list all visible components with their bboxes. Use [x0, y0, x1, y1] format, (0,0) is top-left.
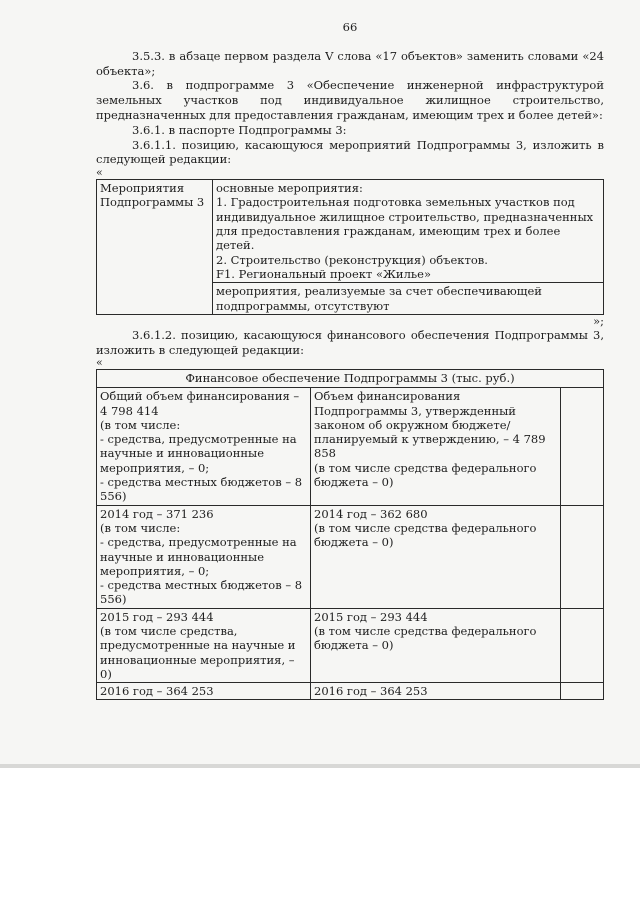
measures-line: 1. Градостроительная подготовка земельных участков под индивидуальное жилищное строительство, предназначенных для предоставления гражданам, имеющим трех и более детей. — [216, 195, 594, 253]
financing-cell-left — [97, 505, 311, 608]
financing-header: Финансовое обеспечение Подпрограммы 3 (тыс. руб.) — [97, 370, 604, 388]
blank-area — [0, 768, 640, 905]
cell-line: - средства, предусмотренные на научные и инновационные мероприятия, – 0; — [100, 432, 297, 475]
table-row — [97, 388, 604, 505]
cell-line: 2014 год – 371 236 — [100, 506, 214, 521]
cell-line: (в том числе средства федерального бюджета – 0) — [314, 623, 537, 653]
measures-label: Мероприятия Подпрограммы 3 — [97, 180, 213, 315]
financing-cell-right — [311, 683, 561, 700]
measures-list — [213, 180, 604, 283]
quote-open-2: « — [96, 356, 103, 370]
financing-cell-empty — [561, 683, 604, 700]
financing-cell-right — [311, 608, 561, 682]
paragraph-3-6-1-1: 3.6.1.1. позицию, касающуюся мероприятий Подпрограммы 3, изложить в следующей редакции: — [96, 137, 604, 167]
cell-line: Объем финансирования Подпрограммы 3, утвержденный законом об окружном бюджете/планируемый к утверждению, – 4 789 858 — [314, 389, 546, 461]
paragraph-3-6: 3.6. в подпрограмме 3 «Обеспечение инженерной инфраструктурой земельных участков под индивидуальное жилищное строительство, предназначенных для предоставления гражданам, имеющим трех и более детей»: — [96, 78, 604, 122]
paragraph-3-6-1-2: 3.6.1.2. позицию, касающуюся финансового обеспечения Подпрограммы 3, изложить в следующей редакции: — [96, 327, 604, 357]
financing-table — [96, 369, 604, 700]
cell-line: 2014 год – 362 680 — [314, 506, 428, 521]
financing-cell-left — [97, 388, 311, 505]
cell-line: (в том числе: — [100, 520, 181, 535]
paragraph-3-6-1: 3.6.1. в паспорте Подпрограммы 3: — [132, 122, 347, 137]
financing-cell-right — [311, 388, 561, 505]
cell-line: - средства, предусмотренные на научные и инновационные мероприятия, – 0; — [100, 535, 297, 578]
cell-line: Общий объем финансирования – 4 798 414 — [100, 389, 300, 418]
cell-line: 2016 год – 364 253 — [314, 684, 428, 699]
measures-line: F1. Региональный проект «Жилье» — [216, 266, 431, 281]
cell-line: - средства местных бюджетов – 8 556) — [100, 578, 303, 607]
document-page — [96, 20, 604, 700]
paragraph-3-5-3: 3.5.3. в абзаце первом раздела V слова «17 объектов» заменить словами «24 объекта»; — [96, 48, 604, 78]
quote-close-1: »; — [593, 313, 604, 328]
financing-cell-empty — [561, 505, 604, 608]
financing-cell-empty — [561, 388, 604, 505]
cell-line: 2015 год – 293 444 — [100, 609, 214, 624]
table-row — [97, 608, 604, 682]
cell-line: (в том числе: — [100, 417, 181, 432]
financing-cell-left — [97, 608, 311, 682]
measures-line: основные мероприятия: — [216, 181, 363, 196]
financing-cell-left — [97, 683, 311, 700]
financing-cell-right — [311, 505, 561, 608]
cell-line: 2015 год – 293 444 — [314, 609, 428, 624]
measures-support-note: мероприятия, реализуемые за счет обеспечивающей подпрограммы, отсутствуют — [213, 283, 604, 315]
table-row — [97, 683, 604, 700]
quote-open-1: « — [96, 166, 103, 180]
cell-line: - средства местных бюджетов – 8 556) — [100, 475, 303, 504]
financing-cell-empty — [561, 608, 604, 682]
cell-line: 2016 год – 364 253 — [100, 684, 214, 699]
page-number: 66 — [342, 20, 358, 34]
table-row — [97, 505, 604, 608]
cell-line: (в том числе средства, предусмотренные на научные и инновационные мероприятия, – 0) — [100, 623, 296, 681]
measures-table — [96, 179, 604, 315]
cell-line: (в том числе средства федерального бюджета – 0) — [314, 460, 537, 490]
measures-line: 2. Строительство (реконструкция) объектов. — [216, 252, 488, 267]
cell-line: (в том числе средства федерального бюджета – 0) — [314, 520, 537, 550]
